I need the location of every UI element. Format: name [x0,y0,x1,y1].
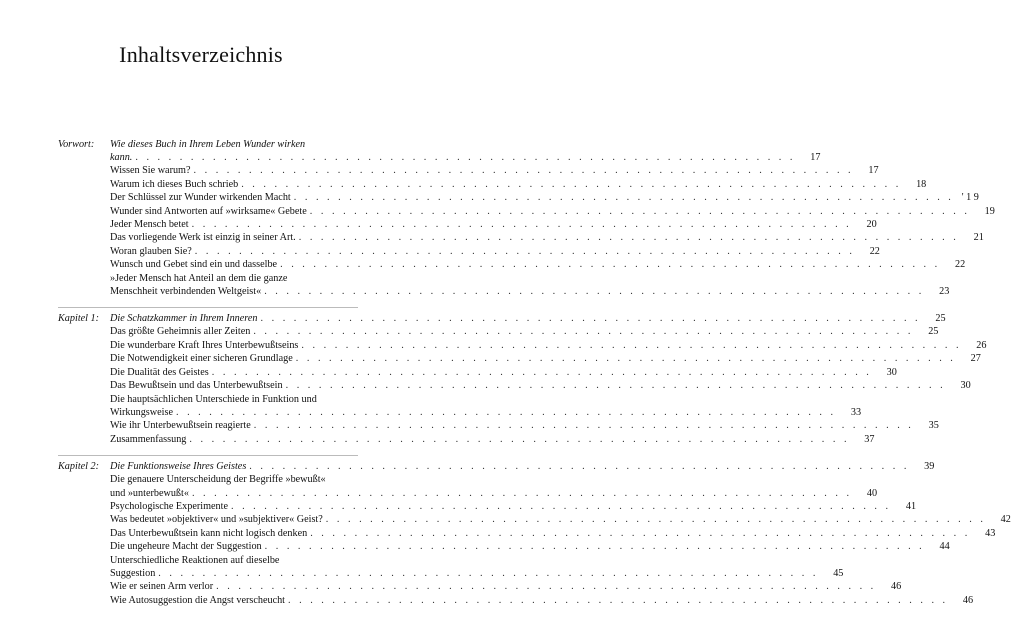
toc-entry: Was bedeutet »objektiver« und »subjektiver« Geist? . . . 42 [110,513,358,526]
table-of-contents [58,138,1011,616]
chapter-title-cont [110,151,821,164]
chapter-title: Die Schatzkammer in Ihrem Inneren [110,313,258,325]
toc-entry: Die ungeheure Macht der Suggestion . . . 44 [110,540,358,553]
toc-entry: Jeder Mensch betet . . . 20 [110,218,358,231]
chapter-title: Wie dieses Buch in Ihrem Leben Wunder wirken [110,139,306,150]
toc-entry: Der Schlüssel zur Wunder wirkenden Macht . . . ' 1 9 [110,191,358,204]
chapter-1 [58,307,987,446]
page-number: 25 [935,313,946,325]
toc-entry: Die Notwendigkeit einer sicheren Grundlage . . . 27 [110,352,358,365]
toc-entry: Die Dualität des Geistes . . . 30 [110,366,358,379]
chapter-heading [58,312,946,325]
toc-entry-line1: Die hauptsächlichen Unterschiede in Funktion und [110,393,317,405]
chapter-heading [58,460,935,473]
toc-entry-line1: Die genauere Unterscheidung der Begriffe »bewußt« [110,474,326,486]
chapter-label: Kapitel 2: [58,461,100,473]
toc-entry: Zusammenfassung . . . 37 [110,433,358,446]
chapter-2 [58,455,1011,607]
page-number: 39 [924,461,935,473]
toc-entry: Das Unterbewußtsein kann nicht logisch denken . . . 43 [110,527,358,540]
chapter-label: Vorwort: [58,139,95,150]
toc-entry: und »unterbewußt« . . . 40 [110,487,358,500]
toc-entry: Woran glauben Sie? . . . 22 [110,245,358,258]
page-number: 17 [810,152,821,163]
chapter-label: Kapitel 1: [58,313,100,325]
toc-entry: Wissen Sie warum? . . . 17 [110,164,358,177]
chapter-title-line2: kann. [110,152,133,163]
toc-entry: Psychologische Experimente . . . 41 [110,500,358,513]
toc-entry: Das größte Geheimnis aller Zeiten . . . 25 [110,325,358,338]
toc-entry-line1: Unterschiedliche Reaktionen auf dieselbe [110,554,280,566]
toc-entry: Wunsch und Gebet sind ein und dasselbe . . . 22 [110,258,358,271]
toc-entry: Wie Autosuggestion die Angst verscheucht . . . 46 [110,594,358,607]
toc-entry: Das vorliegende Werk ist einzig in seiner Art. . . . 21 [110,231,358,244]
toc-entry: Wie er seinen Arm verlor . . . 46 [110,580,358,593]
toc-entry: Suggestion . . . 45 [110,567,358,580]
chapter-heading [58,138,358,151]
toc-entry: Das Bewußtsein und das Unterbewußtsein . . . 30 [110,379,358,392]
toc-entry: Warum ich dieses Buch schrieb . . . 18 [110,178,358,191]
page-title: Inhaltsverzeichnis [119,42,283,67]
toc-entry: Die wunderbare Kraft Ihres Unterbewußtseins . . . 26 [110,339,358,352]
chapter-vorwort [58,138,995,298]
chapter-title: Die Funktionsweise Ihres Geistes [110,461,247,473]
toc-entry: Wunder sind Antworten auf »wirksame« Gebete . . . 19 [110,205,358,218]
toc-entry-line1: »Jeder Mensch hat Anteil an dem die ganze [110,272,288,284]
toc-entry: Wirkungsweise . . . 33 [110,406,358,419]
toc-entry: Menschheit verbindenden Weltgeist« . . . 23 [110,285,358,298]
toc-entry: Wie ihr Unterbewußtsein reagierte . . . 35 [110,419,358,432]
